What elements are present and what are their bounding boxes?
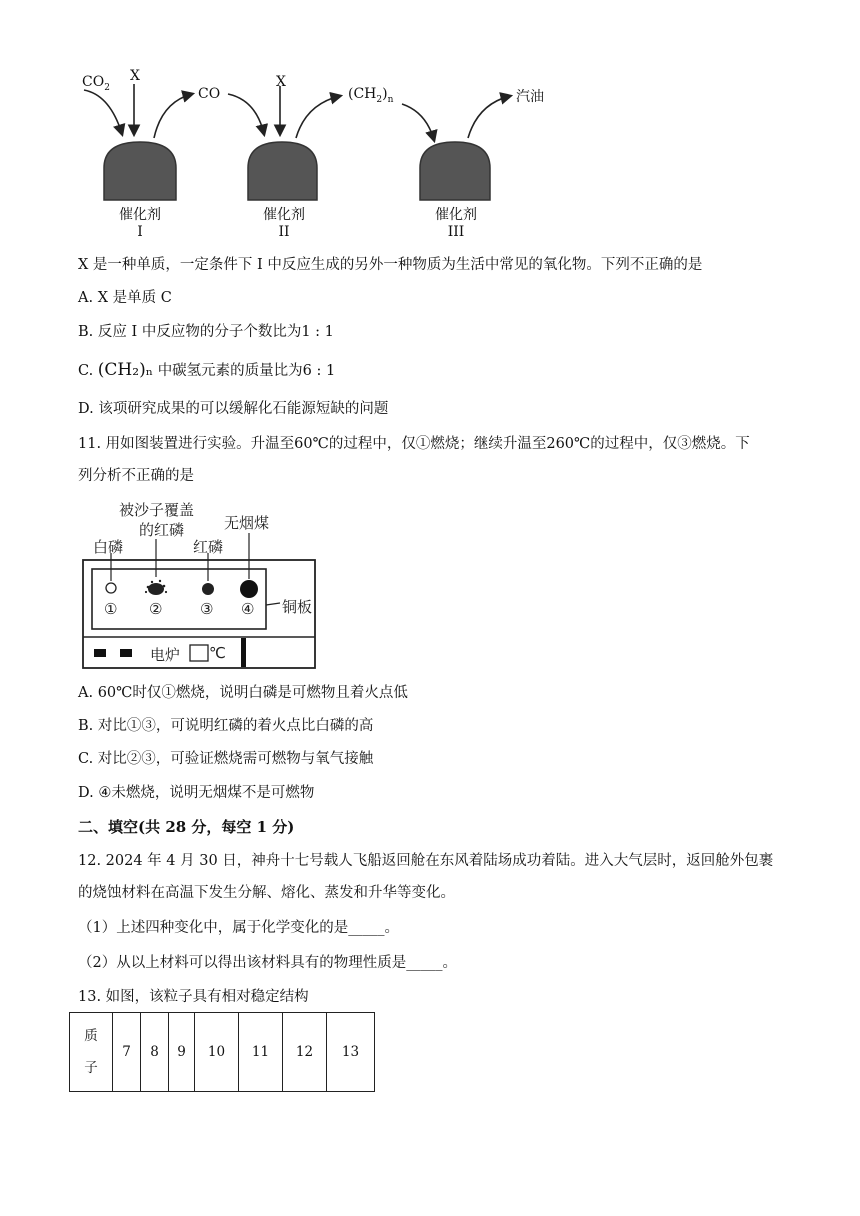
catalyst-label-2: 催化剂 <box>263 207 305 223</box>
table-cell: 9 <box>169 1013 195 1092</box>
stage-label-1: I <box>137 224 143 240</box>
sample-red-phosphorus <box>202 583 214 595</box>
apparatus-graphic <box>80 495 330 675</box>
table-header-char-1: 质 <box>84 1028 98 1044</box>
q12-stem-line2: 的烧蚀材料在高温下发生分解、熔化、蒸发和升华等变化。 <box>78 885 455 901</box>
label-ch2n: $(CH_2)_n$ <box>348 86 394 105</box>
label-num-3: ③ <box>200 600 214 618</box>
arrow-ch2-out <box>296 96 340 138</box>
table-cell: 7 <box>113 1013 141 1092</box>
furnace-switch-bar <box>241 638 246 667</box>
table-cell: 11 <box>239 1013 283 1092</box>
q10-stem: X 是一种单质，一定条件下 I 中反应生成的另外一种物质为生活中常见的氧化物。下列不正确的是 <box>78 257 703 273</box>
label-furnace: 电炉 <box>150 646 181 664</box>
label-num-1: ① <box>104 600 118 618</box>
arrow-co-out <box>154 94 192 138</box>
q11-option-a: A. 60℃时仅①燃烧，说明白磷是可燃物且着火点低 <box>78 685 408 701</box>
sample-anthracite <box>240 580 258 598</box>
q13-stem: 13. 如图，该粒子具有相对稳定结构 <box>78 989 309 1005</box>
table-cell: 10 <box>195 1013 239 1092</box>
label-white-phosphorus: 白磷 <box>93 538 124 556</box>
table-cell: 8 <box>141 1013 169 1092</box>
ch2n-formula: (CH₂)ₙ <box>97 360 154 380</box>
catalyst-dome-3 <box>420 142 490 200</box>
arrow-co-in <box>228 94 264 134</box>
label-co: CO <box>198 86 221 102</box>
table-header-char-2: 子 <box>84 1060 98 1076</box>
q12-stem-line1: 12. 2024 年 4 月 30 日，神舟十七号载人飞船返回舱在东风着陆场成功着陆。进入大气层时，返回舱外包裹 <box>78 853 774 869</box>
q11-option-b: B. 对比①③，可说明红磷的着火点比白磷的高 <box>78 718 374 734</box>
table-row <box>70 1013 375 1092</box>
label-num-2: ② <box>149 600 163 618</box>
q12-sub1: （1）上述四种变化中，属于化学变化的是_____。 <box>78 920 399 936</box>
q10-option-c: C. (CH₂)ₙ 中碳氢元素的质量比为6 : 1 <box>78 360 336 380</box>
catalyst-dome-2 <box>248 142 317 200</box>
catalyst-label-3: 催化剂 <box>435 207 477 223</box>
q12-sub2: （2）从以上材料可以得出该材料具有的物理性质是_____。 <box>78 955 457 971</box>
heater-block-1 <box>94 649 106 657</box>
table-header-cell <box>70 1013 113 1092</box>
label-x2: X <box>276 74 286 90</box>
label-anthracite: 无烟煤 <box>224 514 270 532</box>
label-co2: $CO_2$ <box>82 74 110 93</box>
temperature-display <box>190 645 208 661</box>
arrow-gasoline-out <box>468 96 510 138</box>
q11-stem-line2: 列分析不正确的是 <box>78 468 194 484</box>
q10-option-d: D. 该项研究成果的可以缓解化石能源短缺的问题 <box>78 401 389 417</box>
table-cell: 12 <box>283 1013 327 1092</box>
q11-option-c: C. 对比②③，可验证燃烧需可燃物与氧气接触 <box>78 751 374 767</box>
label-celsius: ℃ <box>209 644 226 662</box>
sample-white-phosphorus <box>106 583 116 593</box>
label-x1: X <box>130 68 140 84</box>
arrow-co2-in <box>84 90 122 134</box>
label-num-4: ④ <box>241 600 255 618</box>
heater-block-2 <box>120 649 132 657</box>
q11-stem-line1: 11. 用如图装置进行实验。升温至60℃的过程中，仅①燃烧；继续升温至260℃的过程中，仅③燃烧。下 <box>78 436 750 452</box>
stage-label-3: III <box>447 224 465 240</box>
section-heading: 二、填空(共 28 分，每空 1 分) <box>78 818 295 836</box>
catalyst-dome-1 <box>104 142 176 200</box>
q11-option-d: D. ④未燃烧，说明无烟煤不是可燃物 <box>78 785 315 801</box>
stage-label-2: II <box>278 224 290 240</box>
table-cell: 13 <box>327 1013 375 1092</box>
label-gasoline: 汽油 <box>516 89 544 105</box>
proton-table <box>69 1012 375 1092</box>
q10-option-a: A. X 是单质 C <box>78 290 172 306</box>
label-red-phosphorus: 红磷 <box>193 538 224 556</box>
catalyst-label-1: 催化剂 <box>119 207 161 223</box>
q10-option-b: B. 反应 I 中反应物的分子个数比为1 : 1 <box>78 324 334 340</box>
label-sand-line1: 被沙子覆盖 <box>119 501 195 519</box>
label-sand-line2: 的红磷 <box>139 521 185 539</box>
label-copper-plate: 铜板 <box>282 598 313 616</box>
arrow-ch2-in <box>402 104 434 140</box>
